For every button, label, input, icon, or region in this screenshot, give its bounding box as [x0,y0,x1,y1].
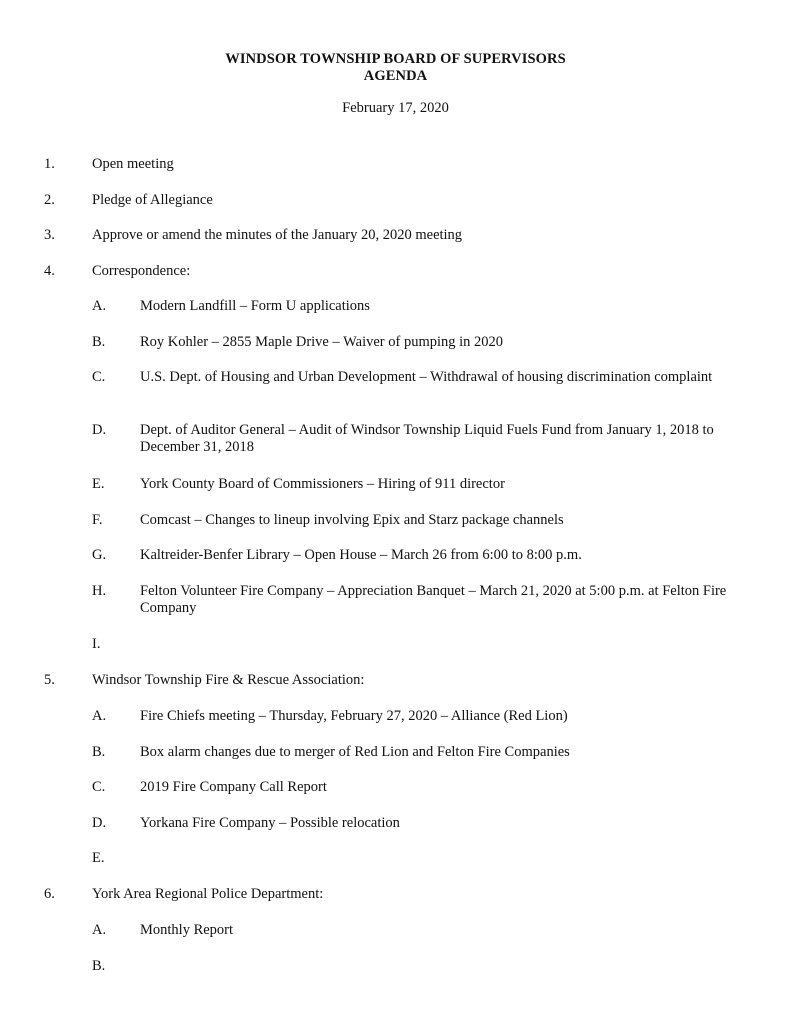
document-title: WINDSOR TOWNSHIP BOARD OF SUPERVISORS [225,51,566,67]
sub-item-letter: A. [92,922,107,938]
item-text: York Area Regional Police Department: [92,886,324,902]
sub-item-text: 2019 Fire Company Call Report [140,779,327,795]
sub-item-letter: B. [92,744,106,760]
item-number: 2. [44,192,55,208]
item-number: 5. [44,672,55,688]
sub-item-letter: E. [92,850,105,866]
sub-item-text: Monthly Report [140,922,234,938]
sub-item-letter: B. [92,958,106,974]
sub-item-letter: A. [92,708,107,724]
sub-item-letter: C. [92,369,106,385]
sub-item-letter: D. [92,815,107,831]
item-number: 3. [44,227,55,243]
item-number: 6. [44,886,55,902]
sub-item-letter: E. [92,476,105,492]
sub-item-text: Felton Volunteer Fire Company – Appreciation Banquet – March 21, 2020 at 5:00 p.m. at Felton Fire Company [140,583,727,616]
sub-item-text: Box alarm changes due to merger of Red Lion and Felton Fire Companies [140,744,570,760]
item-text: Pledge of Allegiance [92,192,213,208]
item-text: Windsor Township Fire & Rescue Association: [92,672,365,688]
sub-item-text: Fire Chiefs meeting – Thursday, February 27, 2020 – Alliance (Red Lion) [140,708,568,724]
sub-item-text: U.S. Dept. of Housing and Urban Development – Withdrawal of housing discrimination complaint [140,369,713,385]
sub-item-letter: C. [92,779,106,795]
sub-item-text: Dept. of Auditor General – Audit of Windsor Township Liquid Fuels Fund from January 1, 2018 to December 31, 2018 [140,422,714,455]
item-number: 4. [44,263,55,279]
sub-item-letter: D. [92,422,107,438]
sub-item-letter: A. [92,298,107,314]
document-subtitle: AGENDA [363,68,428,84]
sub-item-text: Roy Kohler – 2855 Maple Drive – Waiver of pumping in 2020 [140,334,504,350]
sub-item-letter: F. [92,512,103,528]
sub-item-letter: I. [92,636,101,652]
sub-item-text: Modern Landfill – Form U applications [140,298,370,314]
item-text: Approve or amend the minutes of the January 20, 2020 meeting [92,227,463,243]
sub-item-letter: H. [92,583,107,599]
item-text: Correspondence: [92,263,191,279]
sub-item-text: Kaltreider-Benfer Library – Open House – March 26 from 6:00 to 8:00 p.m. [140,547,582,563]
sub-item-text: Yorkana Fire Company – Possible relocation [140,815,400,831]
meeting-date: February 17, 2020 [342,100,449,116]
item-text: Open meeting [92,156,174,172]
item-number: 1. [44,156,55,172]
sub-item-letter: B. [92,334,106,350]
sub-item-text: York County Board of Commissioners – Hiring of 911 director [140,476,505,492]
sub-item-letter: G. [92,547,107,563]
sub-item-text: Comcast – Changes to lineup involving Epix and Starz package channels [140,512,564,528]
